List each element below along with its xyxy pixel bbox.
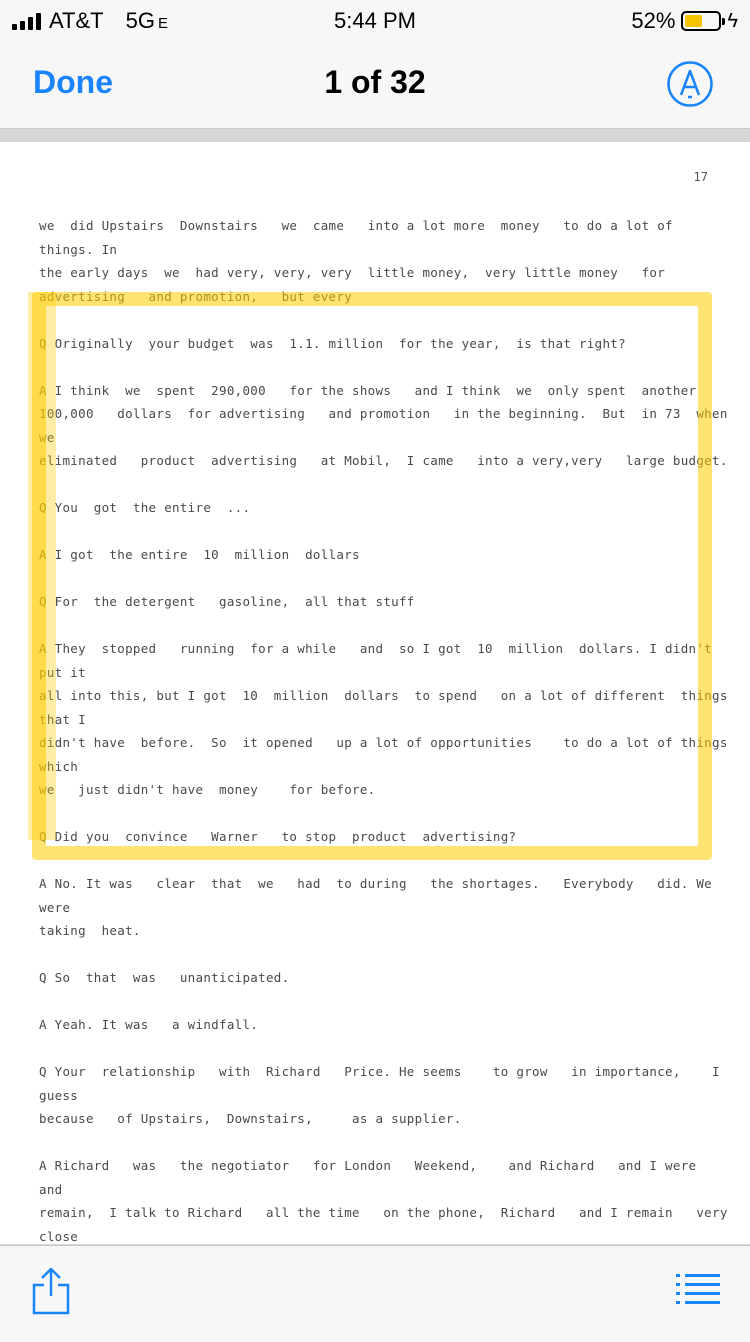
document-page[interactable] xyxy=(0,142,750,1244)
bottom-toolbar xyxy=(0,1245,750,1335)
charging-bolt-icon: ϟ xyxy=(727,9,738,32)
status-right xyxy=(631,8,738,34)
done-button[interactable]: Done xyxy=(33,64,113,100)
list-icon[interactable] xyxy=(676,1272,720,1306)
page-counter-title: 1 of 32 xyxy=(324,64,426,100)
carrier-name: AT&T xyxy=(49,8,104,33)
network-suffix: E xyxy=(157,15,168,32)
navigation-bar xyxy=(0,40,750,129)
document-viewer[interactable] xyxy=(0,129,750,1245)
paragraph: Q Originally your budget was 1.1. million for the year, is that right? xyxy=(39,335,626,351)
paragraph: A I got the entire 10 million dollars xyxy=(39,547,360,562)
paragraph: A I think we spent 290,000 for the shows and I think we only spent another 100,000 dollars for advertising and promotion in the beginning. But in 73 when we eliminated product advertising at Mobil, I came into a very,very large budget. xyxy=(39,382,728,468)
paragraph: Q For the detergent gasoline, all that stuff xyxy=(39,594,415,609)
battery-fill xyxy=(685,15,702,27)
share-icon[interactable] xyxy=(30,1266,72,1316)
paragraph: A They stopped running for a while and so I got 10 million dollars. I didn't put it all into this, but I got 10 million dollars to spend on a lot of different things that I didn't have before. So it opened up a lot of opportunities to do a lot of things which we just didn't have money for before. xyxy=(39,641,728,797)
paragraph: Q So that was unanticipated. xyxy=(39,970,290,985)
paragraph: A No. It was clear that we had to during the shortages. Everybody did. We were taking heat. xyxy=(39,876,713,938)
paragraph: A Richard was the negotiator for London Weekend, and Richard and I were and remain, I talk to Richard all the time on the phone, Richard and I remain very close xyxy=(39,1158,728,1244)
battery-percent: 52% xyxy=(631,8,676,33)
status-time: 5:44 PM xyxy=(334,8,416,33)
paragraph: Q You got the entire ... xyxy=(39,500,251,515)
network-label: 5G xyxy=(125,8,155,33)
page-number: 17 xyxy=(693,170,708,184)
battery-icon xyxy=(681,11,721,31)
paragraph: Q Did you convince Warner to stop product advertising? xyxy=(39,829,517,844)
transcript-text xyxy=(39,214,729,1342)
paragraph: Q Your relationship with Richard Price. He seems to grow in importance, I guess because of Upstairs, Downstairs, as a supplier. xyxy=(39,1064,720,1126)
paragraph: we did Upstairs Downstairs we came into a lot more money to do a lot of things. In the early days we had very, very, very little money, very little money for advertising and promotion, but every xyxy=(39,218,673,304)
paragraph: A Yeah. It was a windfall. xyxy=(39,1017,259,1032)
status-bar xyxy=(0,0,750,40)
markup-pen-icon[interactable] xyxy=(666,60,714,108)
